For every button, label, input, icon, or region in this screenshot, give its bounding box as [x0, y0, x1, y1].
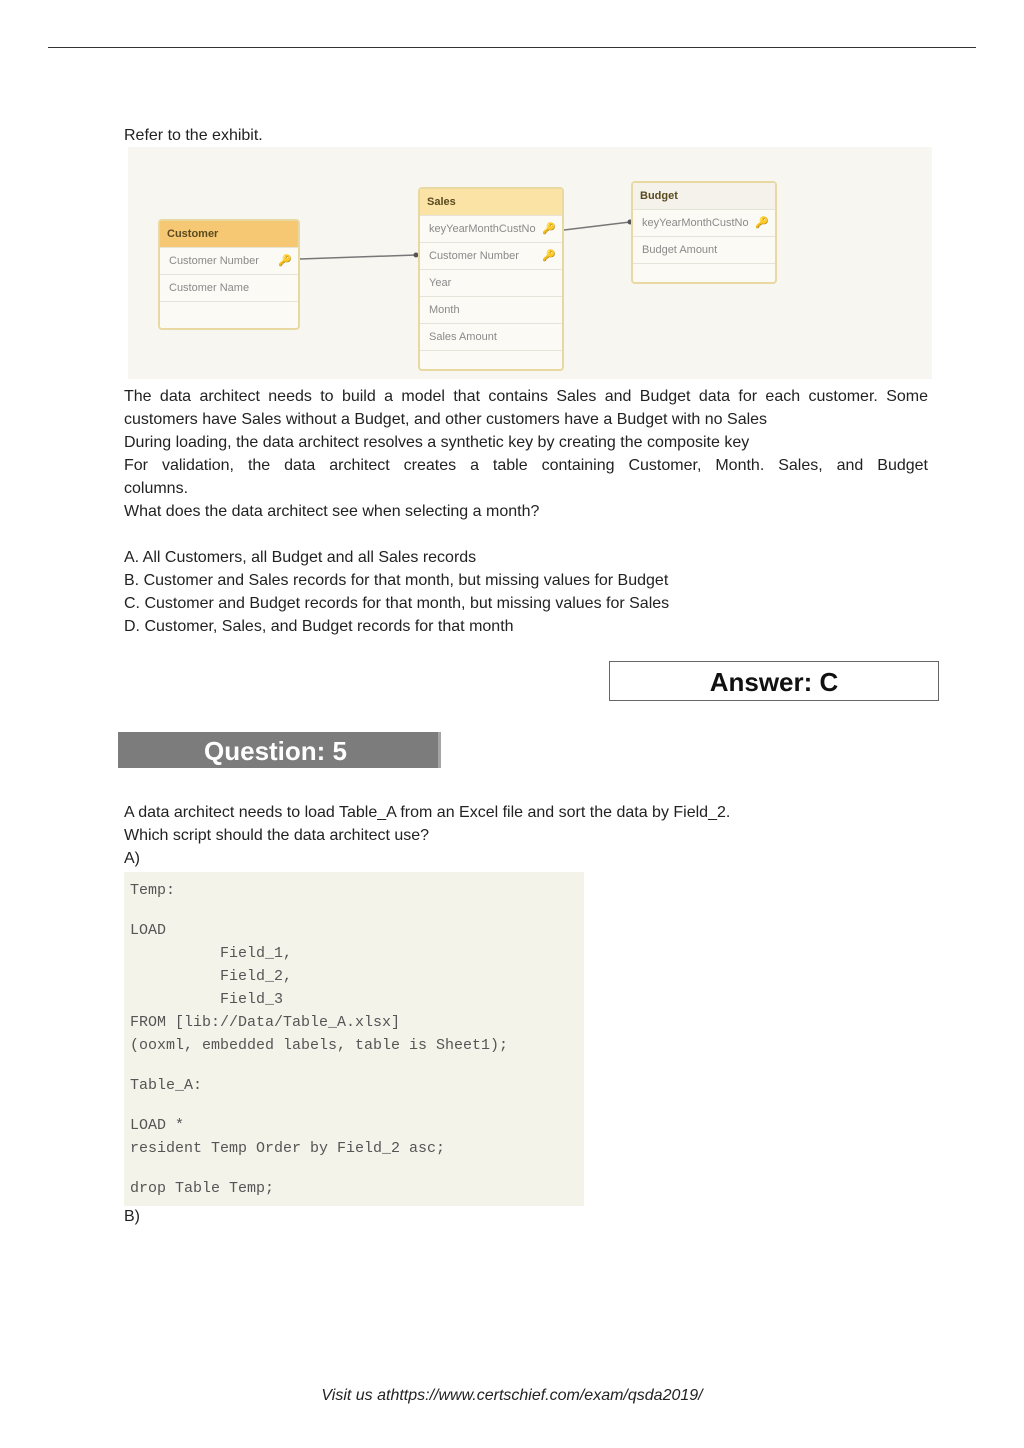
field-customer-name: Customer Name	[160, 274, 298, 301]
question-line: customers have Sales without a Budget, and other customers have a Budget with no Sales	[124, 411, 768, 428]
code-line: drop Table Temp;	[130, 1180, 275, 1197]
question-line: A data architect needs to load Table_A from an Excel file and sort the data by Field_2.	[124, 804, 731, 821]
empty-row	[633, 263, 775, 282]
question-banner	[118, 732, 441, 768]
footer-link[interactable]: Visit us athttps://www.certschief.com/exam/qsda2019/	[321, 1387, 703, 1404]
data-model-exhibit	[128, 147, 932, 379]
option-d: D. Customer, Sales, and Budget records for that month	[124, 618, 514, 635]
code-line: Field_2,	[130, 968, 293, 985]
field-sales-amount: Sales Amount	[420, 323, 562, 350]
field-key: keyYearMonthCustNo 🔑	[420, 215, 562, 242]
code-line: (ooxml, embedded labels, table is Sheet1);	[130, 1037, 509, 1054]
answer-box: Answer: C	[609, 661, 939, 701]
code-block-a	[124, 872, 584, 1206]
budget-table-title: Budget	[633, 183, 775, 209]
question-prompt: What does the data architect see when selecting a month?	[124, 503, 540, 520]
empty-row	[420, 350, 562, 369]
code-line: Field_1,	[130, 945, 293, 962]
option-c: C. Customer and Budget records for that month, but missing values for Sales	[124, 595, 670, 612]
sales-table-title: Sales	[420, 189, 562, 215]
question-line: columns.	[124, 480, 189, 497]
option-a: A. All Customers, all Budget and all Sales records	[124, 549, 477, 566]
code-line: resident Temp Order by Field_2 asc;	[130, 1140, 446, 1157]
customer-table[interactable]	[158, 219, 300, 330]
field-customer-number: Customer Number 🔑	[160, 247, 298, 274]
code-line: Table_A:	[130, 1077, 203, 1094]
question-line: During loading, the data architect resolves a synthetic key by creating the composite key	[124, 434, 750, 451]
code-line: Field_3	[130, 991, 284, 1008]
customer-sales-link	[300, 255, 416, 259]
code-line: Temp:	[130, 882, 176, 899]
field-key: keyYearMonthCustNo 🔑	[633, 209, 775, 236]
field-budget-amount: Budget Amount	[633, 236, 775, 263]
code-line: LOAD	[130, 922, 167, 939]
sales-budget-link	[564, 222, 630, 230]
key-icon: 🔑	[278, 255, 292, 267]
field-customer-number: Customer Number 🔑	[420, 242, 562, 269]
key-icon: 🔑	[755, 217, 769, 229]
option-a-label: A)	[124, 850, 140, 867]
empty-row	[160, 301, 298, 328]
key-icon: 🔑	[542, 223, 556, 235]
field-year: Year	[420, 269, 562, 296]
option-b: B. Customer and Sales records for that month, but missing values for Budget	[124, 572, 669, 589]
field-month: Month	[420, 296, 562, 323]
customer-table-title: Customer	[160, 221, 298, 247]
question-line: The data architect needs to build a model that contains Sales and Budget data for each customer. Some	[124, 388, 928, 405]
key-icon: 🔑	[542, 250, 556, 262]
question-prompt: Which script should the data architect use?	[124, 827, 430, 844]
question-number: Question: 5	[204, 736, 348, 766]
intro-text: Refer to the exhibit.	[124, 127, 263, 144]
question-line: For validation, the data architect creates a table containing Customer, Month. Sales, and Budget	[124, 457, 928, 474]
code-line: FROM [lib://Data/Table_A.xlsx]	[130, 1014, 401, 1031]
budget-table[interactable]	[631, 181, 777, 284]
header-rule	[48, 47, 976, 48]
option-b-label: B)	[124, 1208, 140, 1225]
sales-table[interactable]	[418, 187, 564, 371]
code-line: LOAD *	[130, 1117, 185, 1134]
